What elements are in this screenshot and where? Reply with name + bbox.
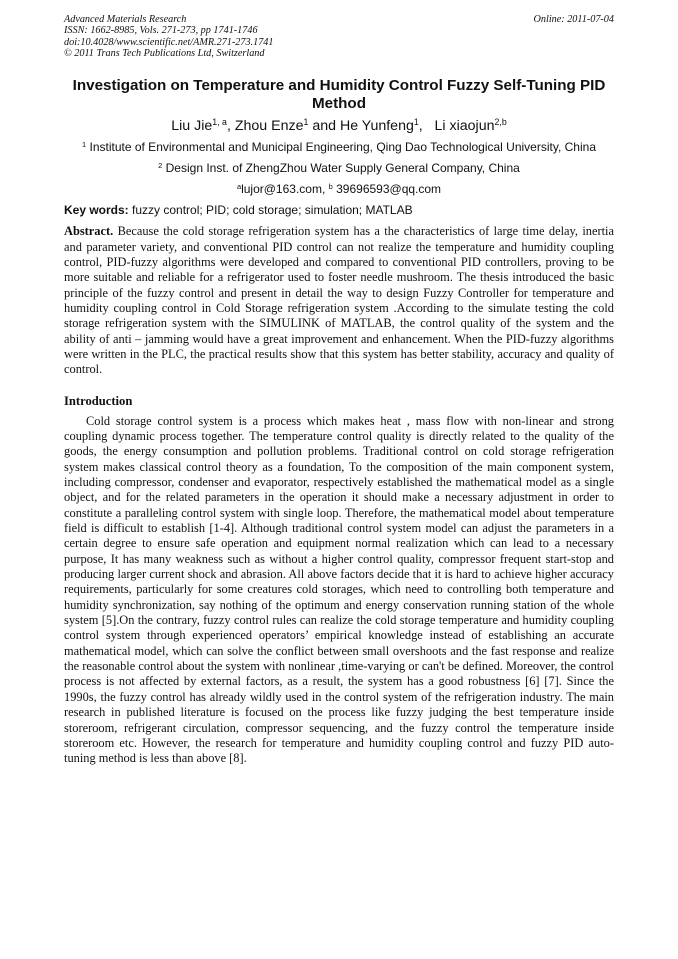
paper-title: Investigation on Temperature and Humidity Control Fuzzy Self-Tuning PID Method <box>72 77 606 113</box>
issn-line: ISSN: 1662-8985, Vols. 271-273, pp 1741-1746 <box>64 25 258 37</box>
email-mark: a <box>236 182 242 192</box>
abstract-text: Because the cold storage refrigeration system has a the characteristics of large time delay, inertia and parameter variety, and conventional PID control can not realize the temperature and humidity coupling control, PID-fuzzy algorithms were developed and compared to conventional PID controllers, proving to be more suitable and reliable for a refrigerator used to foster needle mushroom. The thesis introduced the basic principle of the fuzzy control and present in detail the way to design Fuzzy Controller for temperature and humidity coupling control in Cold Storage refrigeration system .According to the simulate testing the cold storage refrigeration system with the SIMULINK of MATLAB, the control quality of the system and the ability of anti – jamming would have a great improvement and enhancement. When the PID-fuzzy algorithms were written in the PLC, the practical results show that this system has better stability, accuracy and quality of control. <box>64 224 614 377</box>
affiliation-text: Institute of Environmental and Municipal Engineering, Qing Dao Technological University, China <box>89 140 596 155</box>
introduction-paragraph: Cold storage control system is a process which makes heat , mass flow with non-linear and strong coupling dynamic process together. The temperature control quality is directly related to the quality of the goods, the energy consumption and pollution problems. Traditional control on cold storage refrigeration system makes classical control theory as a foundation, To the composition of the main component system, including compressor, condenser and evaporator, respectively established the mathematical model as a single object, and for the related parameters in the operation it should make a necessary adjustment in order to constitute a paralleling control system with single loop. Therefore, the mathematical model about temperature field is difficult to establish [1-4]. Although traditional control system model can adjust the parameters in a certain degree to ensure safe operation and equipment normal realization which can lead to a necessary purpose, It has many weakness such as without a higher control quality, compressor frequent start-stop and producing larger current shock and abrasion. All above factors decide that it is hard to achieve higher accuracy requirements, particularly for some creatures cold storages, which need to controlling both temperature and humidity synchronization, say nothing of the optimum and energy conservation running station of the whole system [5].On the contrary, fuzzy control rules can realize the cold storage temperature and humidity coupling control system through experienced operators’ empirical knowledge instead of establishing an accurate mathematical model, which can solve the conflict between small overshoots and the fast response and realize the reasonable control about the system with nonlinear ,time-varying or can't be defined. Moreover, the control process is not affected by external factors, as a result, the system has a good robustness [6] [7]. Since the 1990s, the fuzzy control has already wildly used in the control system of the refrigeration industry. The main research in published literature is focused on the process like fuzzy judging the best temperature inside storeroom, refrigerant circulation, compressor sequencing, and the fuzzy control the temperature inside storeroom etc. However, the research for temperature and humidity coupling control and fuzzy PID auto-tuning method is less than above [8]. <box>64 413 614 766</box>
author-name: Zhou Enze <box>234 118 304 135</box>
author-list <box>64 117 614 135</box>
affiliation-1 <box>64 140 614 155</box>
copyright-line: © 2011 Trans Tech Publications Ltd, Switzerland <box>64 47 265 59</box>
online-date: Online: 2011-07-04 <box>533 14 614 25</box>
keywords-label: Key words: <box>64 203 129 218</box>
author-emails <box>64 182 614 197</box>
author-affiliation-mark: 2,b <box>494 117 507 128</box>
author-separator: , <box>226 118 235 135</box>
author-affiliation-mark: 1 <box>303 117 309 128</box>
author-name: Li xiaojun <box>434 118 495 135</box>
journal-header <box>64 14 614 59</box>
author-separator: and <box>308 118 340 135</box>
author-affiliation-mark: 1, a <box>212 117 227 128</box>
abstract-label: Abstract. <box>64 224 114 239</box>
affiliation-2 <box>64 161 614 176</box>
journal-name: Advanced Materials Research <box>64 14 187 25</box>
affiliation-mark: 1 <box>82 140 87 150</box>
author-name: He Yunfeng <box>339 118 414 135</box>
affiliation-text: Design Inst. of ZhengZhou Water Supply General Company, China <box>165 161 520 176</box>
abstract-paragraph <box>64 224 614 377</box>
email-address: 39696593@qq.com <box>336 182 442 197</box>
doi-line: doi:10.4028/www.scientific.net/AMR.271-273.1741 <box>64 36 274 48</box>
email-address: lujor@163.com <box>241 182 322 197</box>
author-affiliation-mark: 1 <box>413 117 419 128</box>
author-name: Liu Jie <box>171 118 213 135</box>
author-separator: , <box>418 118 435 135</box>
email-separator: , <box>321 182 329 197</box>
keywords-text: fuzzy control; PID; cold storage; simulation; MATLAB <box>132 203 413 218</box>
email-mark: b <box>328 182 333 192</box>
affiliation-mark: 2 <box>158 161 163 171</box>
keywords-line <box>64 203 614 218</box>
section-heading-introduction: Introduction <box>64 393 133 408</box>
